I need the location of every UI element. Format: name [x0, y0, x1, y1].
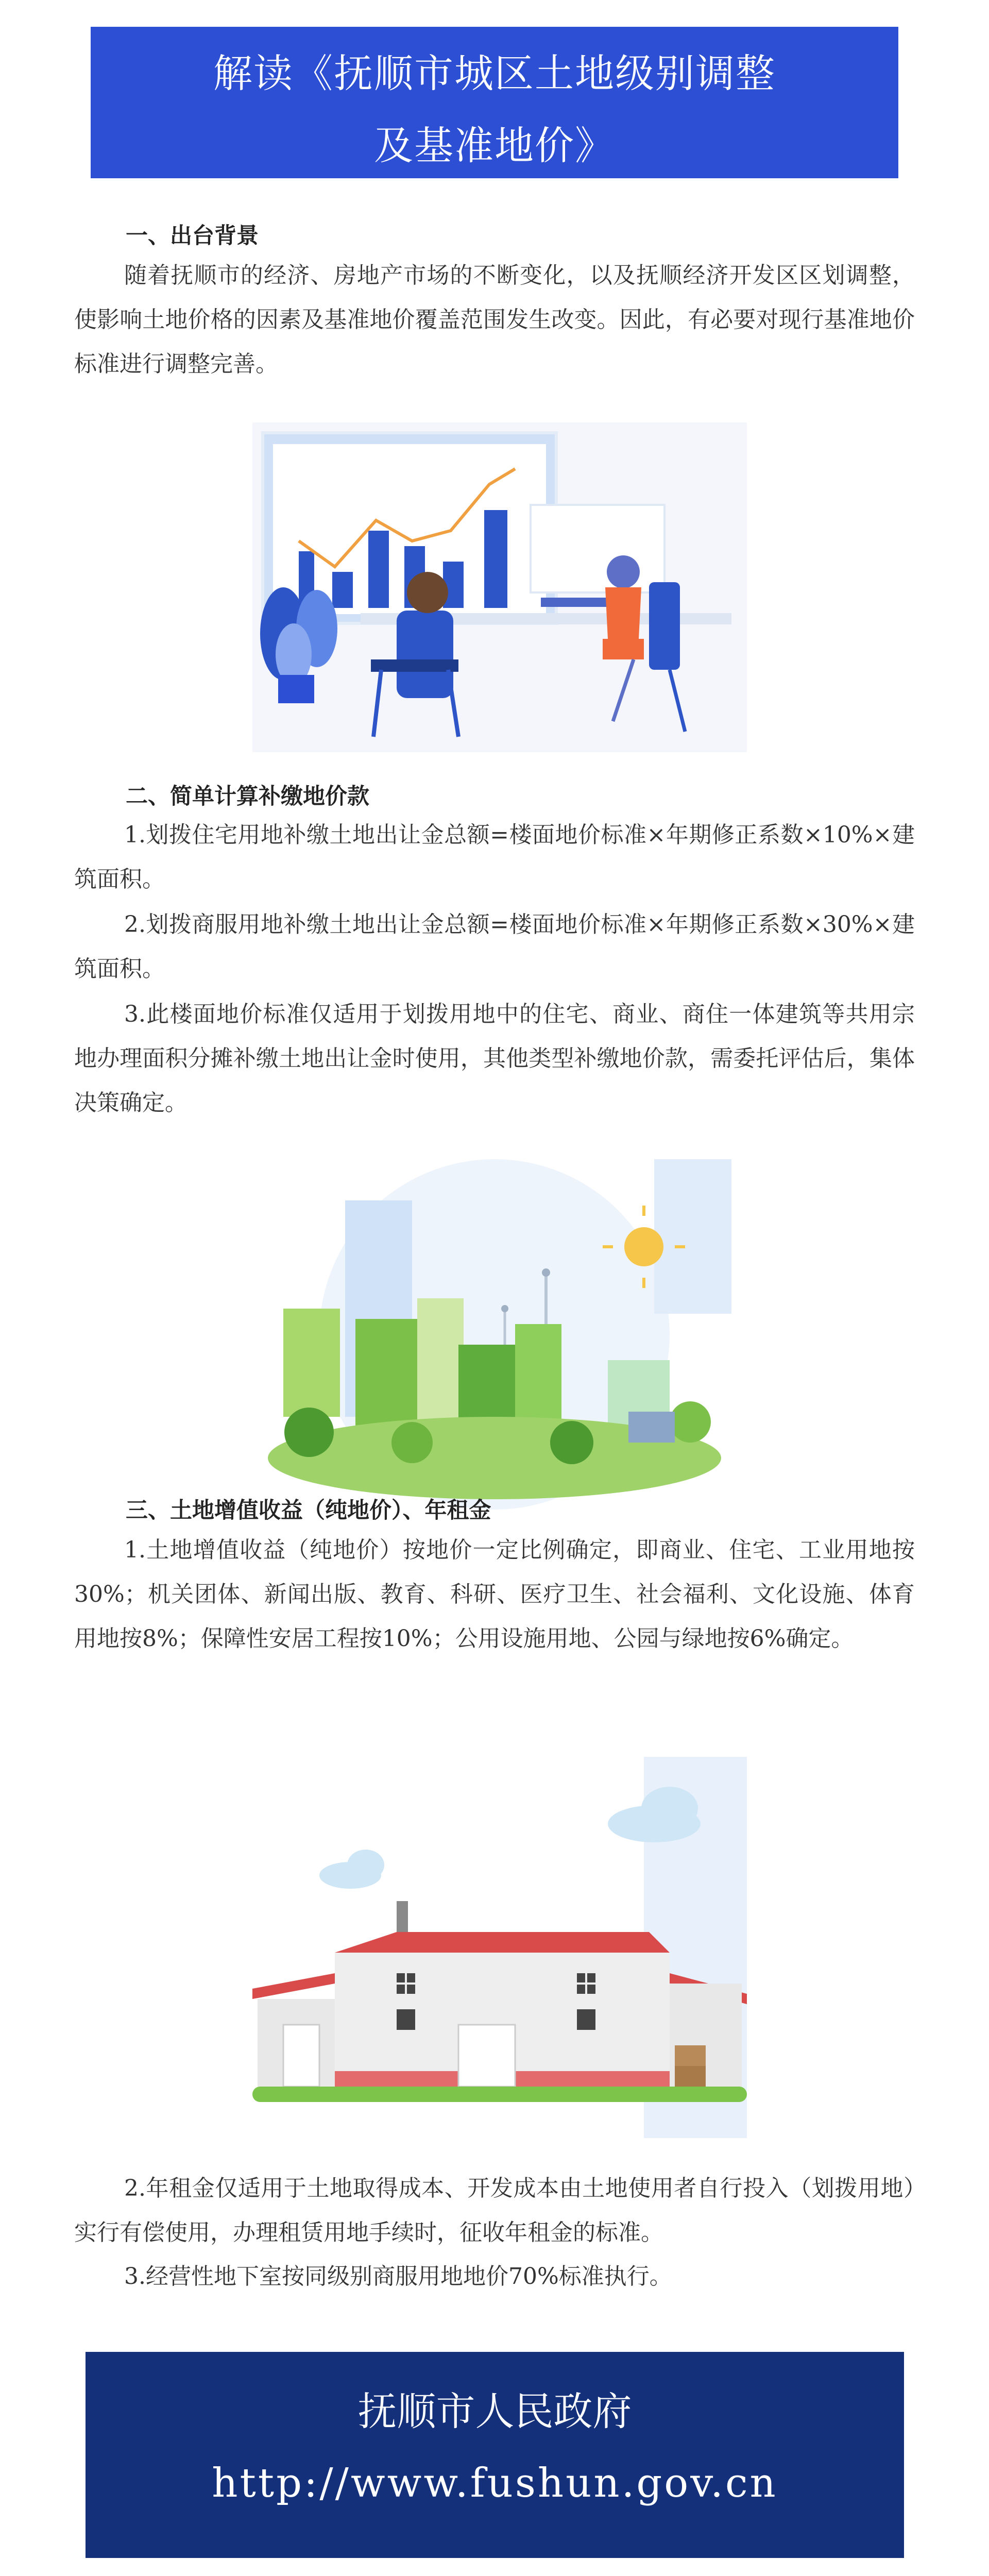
footer-url-link[interactable]: http://www.fushun.gov.cn [212, 2460, 778, 2506]
page-title-line2: 及基准地价》 [374, 123, 615, 168]
footer-org: 抚顺市人民政府 [357, 2388, 632, 2434]
office-meeting-illustration [242, 412, 757, 762]
footer-banner [86, 2352, 904, 2558]
section3-item-1: 1.土地增值收益（纯地价）按地价一定比例确定，即商业、住宅、工业用地按30%；机关团体、新闻出版、教育、科研、医疗卫生、社会福利、文化设施、体育用地按8%；保障性安居工程按10%；公用设施用地、公园与绿地按6%确定。 [74, 1537, 915, 1652]
section2-item-2: 2.划拨商服用地补缴土地出让金总额=楼面地价标准×年期修正系数×30%×建筑面积。 [74, 911, 915, 982]
section2-item-3: 3.此楼面地价标准仅适用于划拨用地中的住宅、商业、商住一体建筑等共用宗地办理面积分摊补缴土地出让金时使用，其他类型补缴地价款，需委托评估后，集体决策确定。 [74, 1001, 915, 1116]
title-banner [91, 27, 898, 178]
section1-heading: 一、出台背景 [126, 223, 259, 249]
section3-item-2: 2.年租金仅适用于土地取得成本、开发成本由土地使用者自行投入（划拨用地）实行有偿使用，办理租赁用地手续时，征收年租金的标准。 [74, 2175, 915, 2246]
section3-heading: 三、土地增值收益（纯地价）、年租金 [126, 1498, 491, 1523]
section1-paragraph: 随着抚顺市的经济、房地产市场的不断变化，以及抚顺经济开发区区划调整，使影响土地价格的因素及基准地价覆盖范围发生改变。因此，有必要对现行基准地价标准进行调整完善。 [74, 262, 915, 377]
page-title-line1: 解读《抚顺市城区土地级别调整 [213, 50, 776, 96]
warehouse-illustration [247, 1747, 752, 2138]
green-city-illustration [247, 1154, 742, 1515]
section2-heading: 二、简单计算补缴地价款 [126, 784, 369, 809]
section2-item-1: 1.划拨住宅用地补缴土地出让金总额=楼面地价标准×年期修正系数×10%×建筑面积。 [74, 822, 915, 892]
section3-item-3: 3.经营性地下室按同级别商服用地地价70%标准执行。 [124, 2263, 672, 2290]
